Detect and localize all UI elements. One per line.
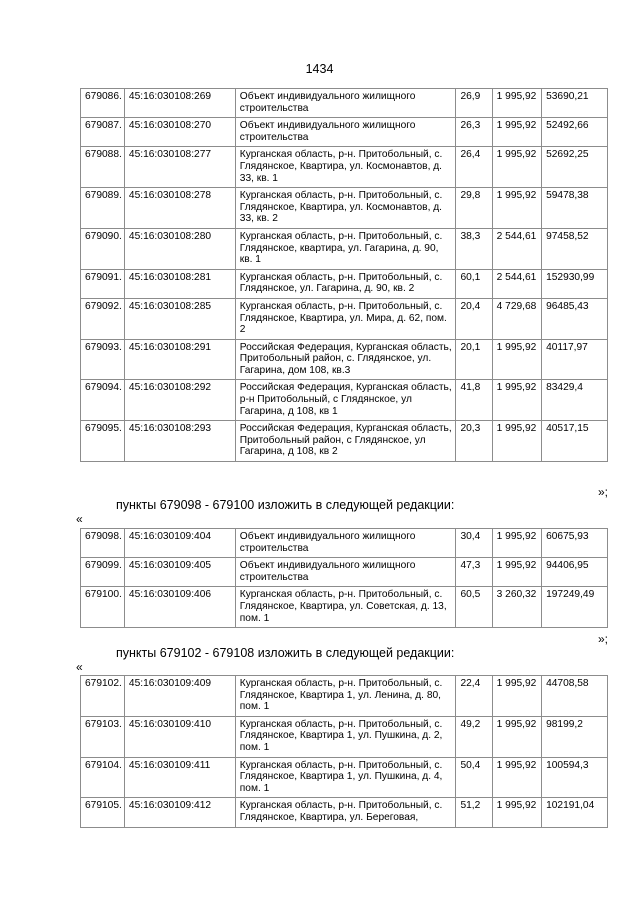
cadastral-value-cell: 40517,15 xyxy=(542,421,608,462)
table-row xyxy=(81,587,608,628)
object-description-cell: Курганская область, р-н. Притобольный, с. Глядянское, Квартира, ул. Мира, д. 62, пом. 2 xyxy=(235,298,456,339)
cadastral-number-cell: 45:16:030108:291 xyxy=(124,339,235,380)
cadastral-value-cell: 52492,66 xyxy=(542,118,608,147)
table-row xyxy=(81,529,608,558)
table-row xyxy=(81,298,608,339)
row-number-cell: 679087. xyxy=(81,118,125,147)
row-number-cell: 679092. xyxy=(81,298,125,339)
area-cell: 50,4 xyxy=(456,757,492,798)
specific-value-cell: 1 995,92 xyxy=(492,757,541,798)
specific-value-cell: 1 995,92 xyxy=(492,558,541,587)
closing-quote-mark: »; xyxy=(597,485,608,499)
specific-value-cell: 1 995,92 xyxy=(492,380,541,421)
object-description-cell: Курганская область, р-н. Притобольный, с. Глядянское, Квартира, ул. Космонавтов, д. 33, кв. 1 xyxy=(235,147,456,188)
specific-value-cell: 1 995,92 xyxy=(492,529,541,558)
object-description-cell: Объект индивидуального жилищного строительства xyxy=(235,529,456,558)
area-cell: 29,8 xyxy=(456,188,492,229)
cadastral-value-cell: 152930,99 xyxy=(542,269,608,298)
cadastral-number-cell: 45:16:030108:293 xyxy=(124,421,235,462)
area-cell: 26,3 xyxy=(456,118,492,147)
object-description-cell: Российская Федерация, Курганская область, р-н Притобольный, с Глядянское, ул Гагарина, д 108, кв 1 xyxy=(235,380,456,421)
row-number-cell: 679103. xyxy=(81,716,125,757)
cadastral-number-cell: 45:16:030109:412 xyxy=(124,798,235,827)
area-cell: 41,8 xyxy=(456,380,492,421)
object-description-cell: Курганская область, р-н. Притобольный, с. Глядянское, квартира, ул. Гагарина, д. 90, кв. 1 xyxy=(235,228,456,269)
table-row xyxy=(81,558,608,587)
row-number-cell: 679102. xyxy=(81,676,125,717)
object-description-cell: Объект индивидуального жилищного строительства xyxy=(235,558,456,587)
area-cell: 30,4 xyxy=(456,529,492,558)
object-description-cell: Курганская область, р-н. Притобольный, с. Глядянское, Квартира, ул. Космонавтов, д. 33, кв. 2 xyxy=(235,188,456,229)
amendment-intro-1: пункты 679098 - 679100 изложить в следующей редакции: xyxy=(116,498,455,512)
specific-value-cell: 1 995,92 xyxy=(492,188,541,229)
amendment-intro-2: пункты 679102 - 679108 изложить в следующей редакции: xyxy=(116,646,455,660)
object-description-cell: Российская Федерация, Курганская область, Притобольный район, с. Глядянское, ул. Гагарина, дом 108, кв.3 xyxy=(235,339,456,380)
opening-quote-mark: « xyxy=(76,660,83,674)
specific-value-cell: 1 995,92 xyxy=(492,147,541,188)
cadastral-number-cell: 45:16:030108:292 xyxy=(124,380,235,421)
object-description-cell: Объект индивидуального жилищного строительства xyxy=(235,89,456,118)
object-description-cell: Курганская область, р-н. Притобольный, с. Глядянское, Квартира 1, ул. Пушкина, д. 4, пом. 1 xyxy=(235,757,456,798)
table-row xyxy=(81,339,608,380)
object-description-cell: Курганская область, р-н. Притобольный, с. Глядянское, Квартира 1, ул. Ленина, д. 80, пом. 1 xyxy=(235,676,456,717)
cadastral-number-cell: 45:16:030109:404 xyxy=(124,529,235,558)
table-row xyxy=(81,147,608,188)
table-row xyxy=(81,188,608,229)
cadastral-value-cell: 98199,2 xyxy=(542,716,608,757)
opening-quote-mark: « xyxy=(76,512,83,526)
specific-value-cell: 1 995,92 xyxy=(492,421,541,462)
table-row xyxy=(81,676,608,717)
cadastral-number-cell: 45:16:030109:406 xyxy=(124,587,235,628)
row-number-cell: 679088. xyxy=(81,147,125,188)
cadastral-number-cell: 45:16:030109:409 xyxy=(124,676,235,717)
cadastral-number-cell: 45:16:030108:280 xyxy=(124,228,235,269)
cadastral-number-cell: 45:16:030108:281 xyxy=(124,269,235,298)
table-row xyxy=(81,89,608,118)
table-row xyxy=(81,118,608,147)
object-description-cell: Курганская область, р-н. Притобольный, с. Глядянское, Квартира, ул. Береговая, xyxy=(235,798,456,827)
cadastral-table-1 xyxy=(80,88,608,462)
cadastral-number-cell: 45:16:030109:411 xyxy=(124,757,235,798)
cadastral-value-cell: 83429,4 xyxy=(542,380,608,421)
area-cell: 20,4 xyxy=(456,298,492,339)
area-cell: 26,9 xyxy=(456,89,492,118)
object-description-cell: Курганская область, р-н. Притобольный, с. Глядянское, ул. Гагарина, д. 90, кв. 2 xyxy=(235,269,456,298)
table-body xyxy=(81,676,608,828)
table-body xyxy=(81,529,608,628)
row-number-cell: 679094. xyxy=(81,380,125,421)
row-number-cell: 679090. xyxy=(81,228,125,269)
row-number-cell: 679093. xyxy=(81,339,125,380)
area-cell: 20,3 xyxy=(456,421,492,462)
cadastral-table-2 xyxy=(80,528,608,628)
cadastral-value-cell: 52692,25 xyxy=(542,147,608,188)
row-number-cell: 679091. xyxy=(81,269,125,298)
cadastral-number-cell: 45:16:030109:410 xyxy=(124,716,235,757)
cadastral-number-cell: 45:16:030108:278 xyxy=(124,188,235,229)
cadastral-number-cell: 45:16:030108:269 xyxy=(124,89,235,118)
cadastral-number-cell: 45:16:030109:405 xyxy=(124,558,235,587)
cadastral-value-cell: 97458,52 xyxy=(542,228,608,269)
object-description-cell: Российская Федерация, Курганская область, Притобольный район, с Глядянское, ул Гагарина, д 108, кв 2 xyxy=(235,421,456,462)
row-number-cell: 679089. xyxy=(81,188,125,229)
specific-value-cell: 1 995,92 xyxy=(492,676,541,717)
object-description-cell: Курганская область, р-н. Притобольный, с. Глядянское, Квартира 1, ул. Пушкина, д. 2, пом. 1 xyxy=(235,716,456,757)
area-cell: 51,2 xyxy=(456,798,492,827)
row-number-cell: 679104. xyxy=(81,757,125,798)
table-row xyxy=(81,716,608,757)
row-number-cell: 679105. xyxy=(81,798,125,827)
specific-value-cell: 1 995,92 xyxy=(492,339,541,380)
closing-quote-mark: »; xyxy=(597,632,608,646)
row-number-cell: 679095. xyxy=(81,421,125,462)
cadastral-number-cell: 45:16:030108:277 xyxy=(124,147,235,188)
table-row xyxy=(81,798,608,827)
specific-value-cell: 2 544,61 xyxy=(492,269,541,298)
cadastral-value-cell: 59478,38 xyxy=(542,188,608,229)
cadastral-value-cell: 94406,95 xyxy=(542,558,608,587)
area-cell: 38,3 xyxy=(456,228,492,269)
cadastral-value-cell: 102191,04 xyxy=(542,798,608,827)
cadastral-value-cell: 44708,58 xyxy=(542,676,608,717)
row-number-cell: 679098. xyxy=(81,529,125,558)
area-cell: 22,4 xyxy=(456,676,492,717)
specific-value-cell: 2 544,61 xyxy=(492,228,541,269)
cadastral-value-cell: 53690,21 xyxy=(542,89,608,118)
table-row xyxy=(81,757,608,798)
area-cell: 26,4 xyxy=(456,147,492,188)
cadastral-value-cell: 40117,97 xyxy=(542,339,608,380)
cadastral-value-cell: 197249,49 xyxy=(542,587,608,628)
specific-value-cell: 4 729,68 xyxy=(492,298,541,339)
area-cell: 60,1 xyxy=(456,269,492,298)
table-row xyxy=(81,228,608,269)
cadastral-table-3 xyxy=(80,675,608,828)
area-cell: 60,5 xyxy=(456,587,492,628)
table-row xyxy=(81,380,608,421)
row-number-cell: 679086. xyxy=(81,89,125,118)
object-description-cell: Курганская область, р-н. Притобольный, с. Глядянское, Квартира, ул. Советская, д. 13, пом. 1 xyxy=(235,587,456,628)
area-cell: 47,3 xyxy=(456,558,492,587)
page-number: 1434 xyxy=(305,62,334,76)
table-row xyxy=(81,421,608,462)
cadastral-value-cell: 96485,43 xyxy=(542,298,608,339)
table-body xyxy=(81,89,608,462)
row-number-cell: 679099. xyxy=(81,558,125,587)
area-cell: 20,1 xyxy=(456,339,492,380)
object-description-cell: Объект индивидуального жилищного строительства xyxy=(235,118,456,147)
specific-value-cell: 3 260,32 xyxy=(492,587,541,628)
row-number-cell: 679100. xyxy=(81,587,125,628)
cadastral-value-cell: 100594,3 xyxy=(542,757,608,798)
specific-value-cell: 1 995,92 xyxy=(492,89,541,118)
specific-value-cell: 1 995,92 xyxy=(492,118,541,147)
table-row xyxy=(81,269,608,298)
specific-value-cell: 1 995,92 xyxy=(492,716,541,757)
cadastral-number-cell: 45:16:030108:270 xyxy=(124,118,235,147)
specific-value-cell: 1 995,92 xyxy=(492,798,541,827)
cadastral-number-cell: 45:16:030108:285 xyxy=(124,298,235,339)
area-cell: 49,2 xyxy=(456,716,492,757)
cadastral-value-cell: 60675,93 xyxy=(542,529,608,558)
